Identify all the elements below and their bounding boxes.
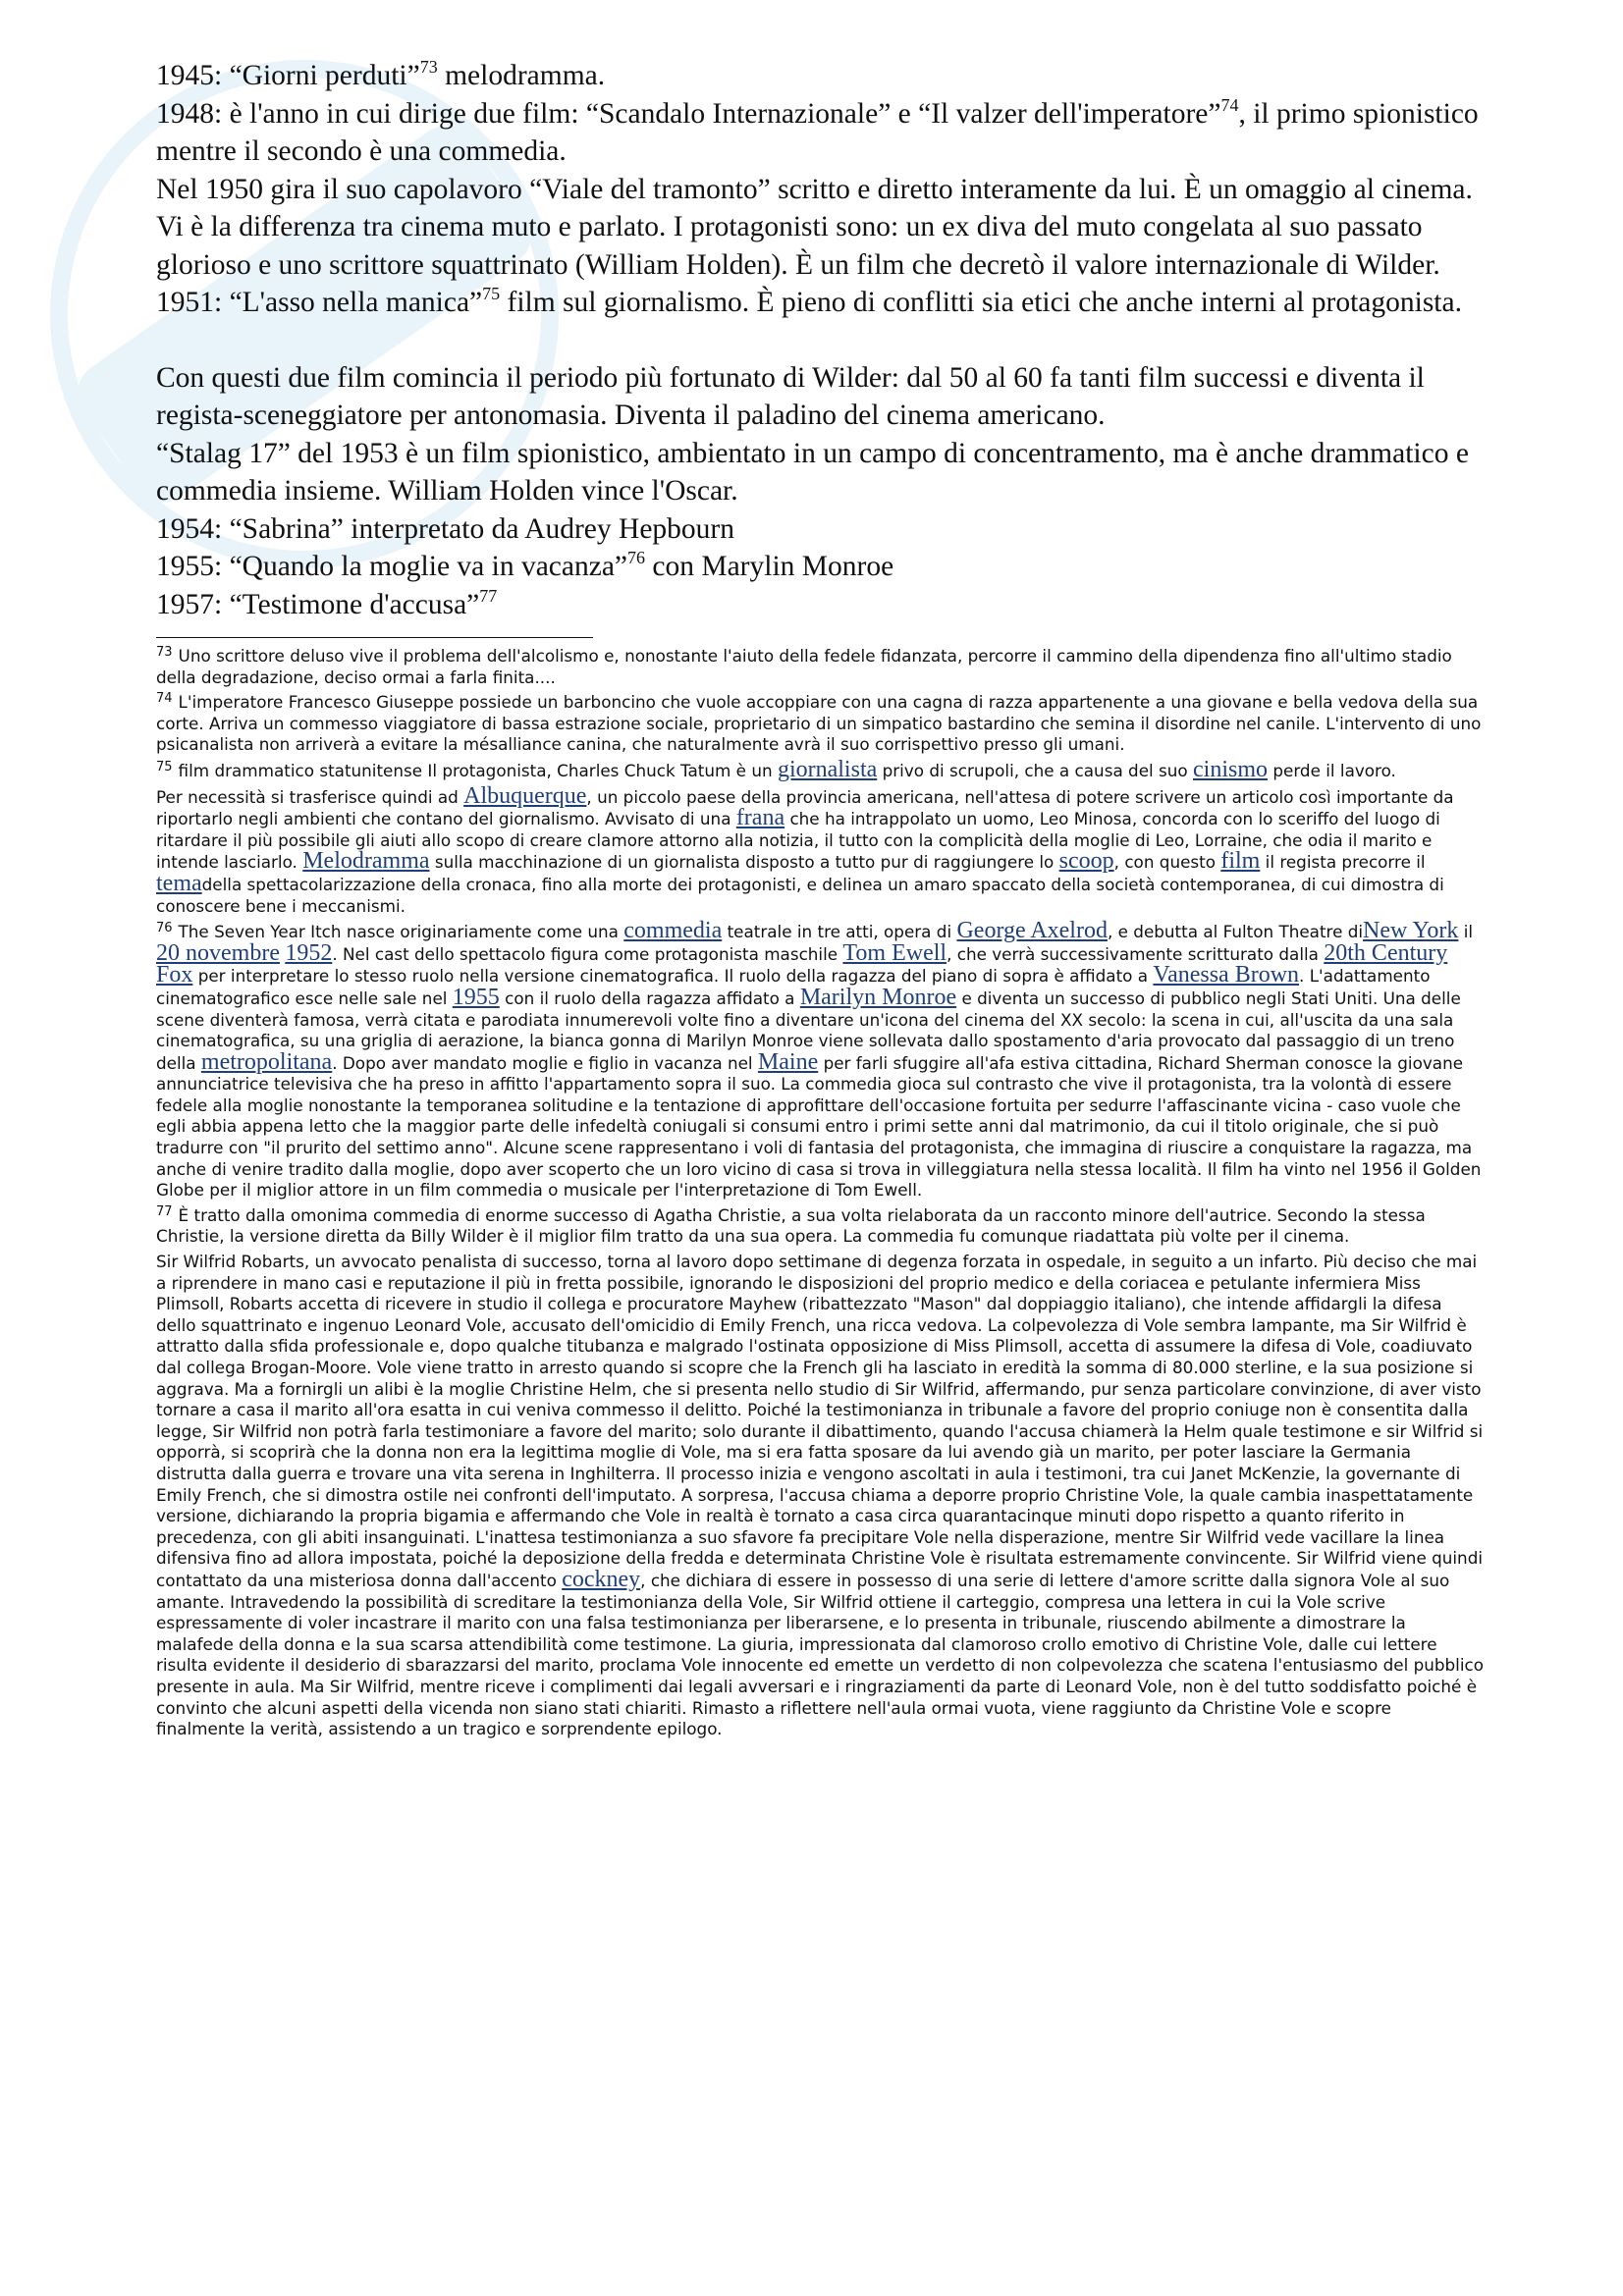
paragraph-periodo: Con questi due film comincia il periodo più fortunato di Wilder: dal 50 al 60 fa tanti film successi e diventa il regista-sceneggiatore per antonomasia. Diventa il paladino del cinema americano.: [156, 361, 1425, 431]
link-20th-century-fox[interactable]: 20th Century Fox: [156, 939, 1448, 988]
line-1951: 1951: “L'asso nella manica”$^{75}$ film sul giornalismo. È pieno di conflitti sia etici che anche interni al protagonista.: [156, 284, 1462, 318]
document-page: [156, 57, 1491, 1744]
link-frana[interactable]: frana: [735, 805, 785, 831]
footnote-ref-76[interactable]: 76: [627, 548, 646, 567]
link-1952[interactable]: 1952: [285, 939, 333, 966]
link-vanessa-brown[interactable]: Vanessa Brown: [1153, 962, 1300, 988]
paragraph-1950: Nel 1950 gira il suo capolavoro “Viale del tramonto” scritto e diretto interamente da lui. È un omaggio al cinema. Vi è la differenza tra cinema muto e parlato. I protagonisti sono: un ex diva del muto congelata al suo passato glorioso e uno scrittore squattrinato (William Holden). È un film che decretò il valore internazionale di Wilder.: [156, 173, 1473, 281]
link-1955[interactable]: 1955: [452, 984, 500, 1010]
footnotes: [156, 646, 1484, 1740]
link-maine[interactable]: Maine: [757, 1048, 819, 1075]
line-1954: 1954: “Sabrina” interpretato da Audrey Hepbourn: [156, 512, 734, 545]
link-tema[interactable]: tema: [156, 870, 202, 896]
link-marilyn-monroe[interactable]: Marilyn Monroe: [799, 984, 957, 1010]
paragraph-stalag: “Stalag 17” del 1953 è un film spionistico, ambientato in un campo di concentramento, ma è anche drammatico e commedia insieme. William Holden vince l'Oscar.: [156, 437, 1469, 507]
footnote-77-cont: Sir Wilfrid Robarts, un avvocato penalista di successo, torna al lavoro dopo settimane di degenza forzata in ospedale, in seguito a un infarto. Più deciso che mai a riprendere in mano casi e reputazione il più in fretta possibile, ignorando le disposizioni del proprio medico e della coriacea e petulante infermiera Miss Plimsoll, Robarts accetta di ricevere in studio il collega e procuratore Mayhew (ribattezzato "Mason" dal doppiaggio italiano), che intende affidargli la difesa dello squattrinato e ingenuo Leonard Vole, accusato dell'omicidio di Emily French, una ricca vedova. La colpevolezza di Vole sembra lampante, ma Sir Wilfrid è attratto dalla sfida professionale e, dopo qualche titubanza e malgrado l'ostinata opposizione di Miss Plimsoll, accetta di assumere la difesa di Vole, coadiuvato dal collega Brogan-Moore. Vole viene tratto in arresto quando si scopre che la French gli ha lasciato in eredità la somma di 80.000 sterline, e la sua posizione si aggrava. Ma a fornirgli un alibi è la moglie Christine Helm, che si presenta nello studio di Sir Wilfrid, affermando, pur senza particolare convinzione, di aver visto tornare a casa il marito all'ora esatta in cui veniva commesso il delitto. Poiché la testimonianza in tribunale a favore del proprio coniuge non è consentita dalla legge, Sir Wilfrid non potrà farla testimoniare a favore del marito; solo durante il dibattimento, quando l'accusa chiamerà la Helm quale testimone e sir Wilfrid si opporrà, si scoprirà che la donna non era la legittima moglie di Vole, ma si era fatta sposare da lui avendo già un marito, per poter lasciare la Germania distrutta dalla guerra e trovare una vita serena in Inghilterra. Il processo inizia e vengono ascoltati in aula i testimoni, tra cui Janet McKenzie, la governante di Emily French, che si dimostra ostile nei confronti dell'imputato. A sorpresa, l'accusa chiama a deporre proprio Christine Vole, la quale cambia inaspettatamente versione, dichiarando la propria bigamia e affermando che Vole in realtà è tornato a casa circa quarantacinque minuti dopo rispetto a quanto riferito in precedenza, con gli abiti insanguinati. L'inattesa testimonianza a suo sfavore fa precipitare Vole nella disperazione, mentre Sir Wilfrid vede vacillare la linea difensiva fino ad allora impostata, poiché la deposizione della fredda e determinata Christine Vole è risultata estremamente convincente. Sir Wilfrid viene quindi contattato da una misteriosa donna dall'accento cockney, che dichiara di essere in possesso di una serie di lettere d'amore scritte dalla signora Vole al suo amante. Intravedendo la possibilità di screditare la testimonianza della Vole, Sir Wilfrid ottiene il carteggio, compresa una lettera in cui la Vole scrive espressamente di voler incastrare il marito con una falsa testimonianza per liberarsene, e lo presenta in tribunale, riuscendo abilmente a dimostrare la malafede della donna e la sua scarsa attendibilità come testimone. La giuria, impressionata dal clamoroso crollo emotivo di Christine Vole, dalle cui lettere risulta evidente il desiderio di sbarazzarsi del marito, proclama Vole innocente ed emette un verdetto di non colpevolezza che scatena l'entusiasmo del pubblico presente in aula. Ma Sir Wilfrid, mentre riceve i complimenti dai legali avversari e i ringraziamenti da parte di Leonard Vole, non è del tutto soddisfatto poiché è convinto che alcuni aspetti della vicenda non siano stati chiariti. Rimasto a riflettere nell'aula ormai vuota, viene raggiunto da Christine Vole e scopre finalmente la verità, assistendo a un tragico e sorprendente epilogo.: [156, 1252, 1485, 1739]
footnote-ref-74[interactable]: 74: [1220, 94, 1239, 115]
link-film[interactable]: film: [1220, 848, 1261, 875]
footnote-75: $^{75}$ film drammatico statunitense Il protagonista, Charles Chuck Tatum è un giornalista privo di scrupoli, che a causa del suo cinismo perde il lavoro.: [156, 756, 1396, 782]
link-cockney[interactable]: cockney: [562, 1566, 641, 1592]
link-commedia[interactable]: commedia: [623, 918, 723, 944]
link-cinismo[interactable]: cinismo: [1193, 756, 1269, 782]
footnote-ref-75[interactable]: 75: [482, 284, 501, 303]
footnote-74: $^{74}$ L'imperatore Francesco Giuseppe possiede un barboncino che vuole accoppiare con una cagna di razza appartenente a una giovane e bella vedova della sua corte. Arriva un commesso viaggiatore di bassa estrazione sociale, proprietario di un simpatico bastardino che semina il disordine nel canile. L'intervento di uno psicanalista non arriverà a evitare la mésalliance canina, che naturalmente avrà il suo corrispettivo presso gli umani.: [156, 691, 1482, 755]
footnote-75-cont: Per necessità si trasferisce quindi ad Albuquerque, un piccolo paese della provincia americana, nell'attesa di potere scrivere un articolo così importante da riportarlo negli ambienti che contano del giornalismo. Avvisato di una frana che ha intrappolato un uomo, Leo Minosa, concorda con lo sceriffo del luogo di ritardare il più possibile gli aiuti allo scopo di creare clamore attorno alla notizia, il tutto con la complicità della moglie di Leo, Lorraine, che odia il marito e intende lasciarlo. Melodramma sulla macchinazione di un giornalista disposto a tutto pur di raggiungere lo scoop, con questo film il regista precorre il temadella spettacolarizzazione della cronaca, fino alla morte dei protagonisti, e delinea un amaro spaccato della società contemporanea, di cui dimostra di conoscere bene i meccanismi.: [156, 782, 1454, 916]
link-george-axelrod[interactable]: George Axelrod: [956, 918, 1108, 944]
footnote-separator: [156, 637, 593, 638]
link-20-novembre[interactable]: 20 novembre: [156, 939, 280, 966]
link-melodramma[interactable]: Melodramma: [302, 848, 430, 875]
footnote-76: $^{76}$ The Seven Year Itch nasce originariamente come una commedia teatrale in tre atti, opera di George Axelrod, e debutta al Fulton Theatre diNew York il 20 novembre 1952. Nel cast dello spettacolo figura come protagonista maschile Tom Ewell, che verrà successivamente scritturato dalla 20th Century Fox per interpretare lo stesso ruolo nella versione cinematografica. Il ruolo della ragazza del piano di sopra è affidato a Vanessa Brown. L'adattamento cinematografico esce nelle sale nel 1955 con il ruolo della ragazza affidato a Marilyn Monroe e diventa un successo di pubblico negli Stati Uniti. Una delle scene diventerà famosa, verrà citata e parodiata innumerevoli volte fino a diventare un'icona del cinema del XX secolo: la scena in cui, all'uscita da una sala cinematografica, su una griglia di aerazione, la bianca gonna di Marilyn Monroe viene sollevata dallo spostamento d'aria provocato dal passaggio di un treno della metropolitana. Dopo aver mandato moglie e figlio in vacanza nel Maine per farli sfuggire all'afa estiva cittadina, Richard Sherman conosce la giovane annunciatrice televisiva che ha preso in affitto l'appartamento sopra il suo. La commedia gioca sul contrasto che vive il protagonista, tra la volontà di essere fedele alla moglie nonostante la temporanea solitudine e la tentazione di approfittare dell'occasione fortuita per sedurre l'affascinante vicina - caso vuole che egli abbia appena letto che la maggior parte delle infedeltà coniugali si consumi entro i primi sette anni dal matrimonio, da cui il titolo originale, che si può tradurre con "il prurito del settimo anno". Alcune scene rappresentano i voli di fantasia del protagonista, che immagina di riuscire a conquistare la ragazza, ma anche di venire tradito dalla moglie, dopo aver scoperto che un loro vicino di casa si trova in villeggiatura nella stessa località. Il film ha vinto nel 1956 il Golden Globe per il miglior attore in un film commedia o musicale per l'interpretazione di Tom Ewell.: [156, 918, 1482, 1201]
line-1957: 1957: “Testimone d'accusa”$^{77}$: [156, 585, 498, 620]
link-metropolitana[interactable]: metropolitana: [200, 1048, 333, 1075]
link-giornalista[interactable]: giornalista: [777, 756, 878, 782]
footnote-ref-73[interactable]: 73: [419, 57, 438, 77]
link-albuquerque[interactable]: Albuquerque: [463, 782, 587, 809]
footnote-ref-77[interactable]: 77: [479, 585, 498, 606]
line-1948: 1948: è l'anno in cui dirige due film: “Scandalo Internazionale” e “Il valzer dell'imperatore”$^{74}$, il primo spionistico mentre il secondo è una commedia.: [156, 94, 1479, 167]
footnote-77: $^{77}$ È tratto dalla omonima commedia di enorme successo di Agatha Christie, a sua volta rielaborata da un racconto minore dell'autrice. Secondo la stessa Christie, la versione diretta da Billy Wilder è il miglior film tratto da una sua opera. La commedia fu comunque riadattata più volte per il cinema.: [156, 1203, 1426, 1247]
footnote-73: $^{73}$ Uno scrittore deluso vive il problema dell'alcolismo e, nonostante l'aiuto della fedele fidanzata, percorre il cammino della dipendenza fino all'ultimo stadio della degradazione, deciso ormai a farla finita....: [156, 645, 1452, 687]
line-1945: 1945: “Giorni perduti”$^{73}$ melodramma.: [156, 57, 606, 91]
link-tom-ewell[interactable]: Tom Ewell: [842, 939, 947, 966]
line-1955: 1955: “Quando la moglie va in vacanza”$^{76}$ con Marylin Monroe: [156, 548, 894, 582]
link-new-york[interactable]: New York: [1363, 918, 1459, 944]
main-text: [156, 57, 1491, 623]
link-scoop[interactable]: scoop: [1058, 848, 1114, 875]
